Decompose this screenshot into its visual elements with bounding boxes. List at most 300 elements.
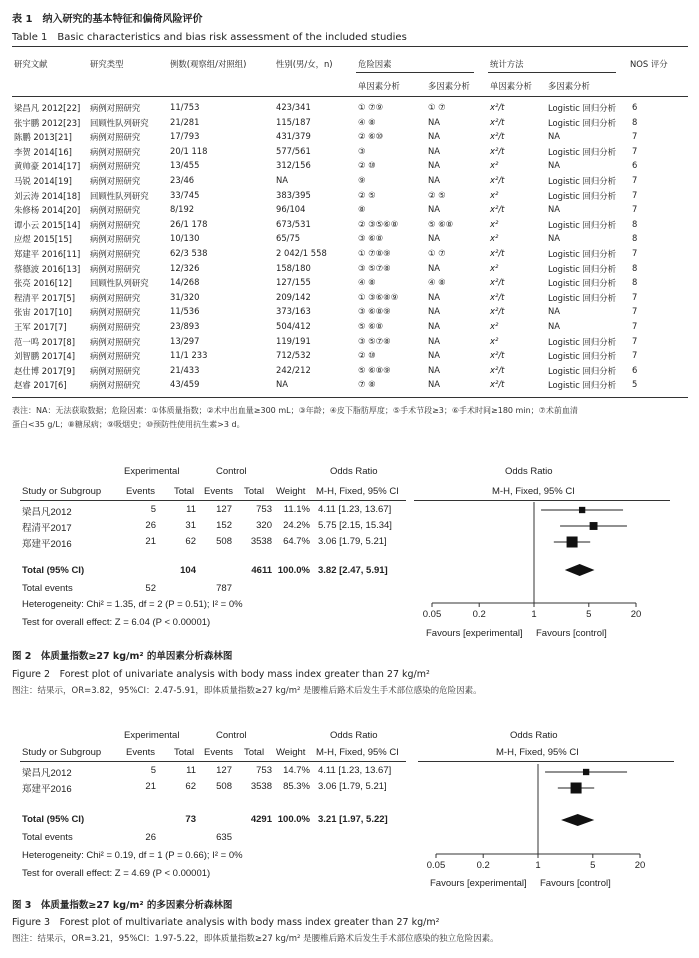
th-risk-multi: 多因素分析 (428, 81, 470, 91)
table-cell-su: x²/t (490, 291, 505, 302)
forest2-row-w: 85.3% (283, 781, 310, 792)
table-cell-rm: NA (428, 306, 440, 317)
table-cell-sex: 119/191 (276, 335, 311, 346)
x-tick-label: 20 (630, 609, 642, 620)
table-cell-ru: ⑦ ⑧ (358, 379, 376, 390)
table-cell-rm: NA (428, 321, 440, 331)
fp2-events-e1: 26 (145, 832, 156, 843)
table-cell-ru: ③ (358, 145, 366, 156)
forest1-row-e2: 127 (216, 504, 232, 515)
table-cell-study: 应煜 2015[15] (14, 234, 72, 245)
table-cell-ru: ② ⑥⑩ (358, 131, 384, 142)
table-cell-su: x² (490, 189, 499, 200)
table-cell-ru: ④ ⑧ (358, 116, 376, 127)
forest1-row-w: 11.1% (283, 504, 310, 515)
study-square (590, 522, 598, 530)
table-cell-rm: ④ ⑧ (428, 277, 446, 288)
table-cell-nos: 8 (632, 116, 638, 127)
table-cell-su: x²/t (490, 350, 505, 361)
table-cell-su: x² (490, 335, 499, 346)
table-cell-nos: 8 (632, 262, 638, 273)
table-cell-nos: 5 (632, 379, 638, 390)
table-cell-sm: Logistic 回归分析 (548, 278, 617, 289)
table-cell-nos: 7 (632, 175, 638, 185)
fp1-hdr-or: Odds Ratio (330, 466, 378, 477)
study-square (583, 769, 589, 775)
fp2-favours-left: Favours [experimental] (430, 878, 527, 889)
table-cell-nos: 7 (632, 248, 638, 258)
fp2-total-weight: 100.0% (277, 814, 310, 825)
table-cell-su: x² (490, 233, 499, 244)
table-cell-sm: NA (548, 204, 560, 215)
fig2-caption-cn: 图 2 体质量指数≥27 kg/m² 的单因素分析森林图 (12, 651, 233, 662)
table-header-rule (12, 96, 688, 97)
forest1-row-t1: 62 (185, 536, 196, 547)
table-cell-sm: Logistic 回归分析 (548, 176, 617, 186)
table-caption-en: Table 1 Basic characteristics and bias risk assessment of the included studies (12, 32, 407, 43)
fp2-col-events2: Events (204, 747, 234, 758)
table-cell-nos: 7 (632, 335, 638, 346)
table-cell-su: x² (490, 160, 499, 171)
table-cell-study: 张宇鹏 2012[23] (14, 117, 81, 128)
study-square (579, 507, 585, 513)
table-cell-study: 陈鹏 2013[21] (14, 132, 72, 143)
table-cell-study: 赵睿 2017[6] (14, 380, 67, 391)
x-tick-label: 1 (535, 860, 541, 871)
table-cell-su: x² (490, 262, 499, 273)
table-cell-rm: NA (428, 262, 440, 273)
table-cell-su: x²/t (490, 306, 505, 317)
table-cell-ru: ③ ⑤⑦⑧ (358, 335, 391, 346)
table-cell-cases: 23/46 (170, 175, 195, 185)
fp2-hdr-or-right: Odds Ratio (510, 730, 558, 741)
table-cell-type: 病例对照研究 (90, 219, 141, 230)
table-cell-nos: 7 (632, 321, 638, 331)
table-cell-study: 张亮 2016[12] (14, 278, 72, 289)
table-cell-sex: 127/155 (276, 277, 311, 288)
table-cell-ru: ⑨ (358, 175, 366, 185)
fp1-col-events2: Events (204, 486, 234, 497)
table-cell-rm: NA (428, 335, 440, 346)
table-cell-study: 朱修杨 2014[20] (14, 205, 81, 216)
table-cell-sm: Logistic 回归分析 (548, 365, 617, 376)
fp2-col-total: Total (174, 747, 195, 758)
fp1-hdr-control: Control (216, 466, 247, 477)
forest2-row-t1: 62 (185, 781, 196, 792)
table-cell-sex: 209/142 (276, 291, 311, 302)
table-cell-nos: 8 (632, 233, 638, 244)
table-cell-cases: 17/793 (170, 131, 200, 142)
forest2-row-study: 郑建平2016 (22, 784, 72, 795)
table-cell-type: 病例对照研究 (90, 132, 141, 143)
forest2-row-study: 梁昌凡2012 (22, 768, 72, 779)
table-cell-study: 蔡德波 2016[13] (14, 263, 81, 274)
table-cell-cases: 33/745 (170, 189, 200, 200)
forest1-row-w: 24.2% (283, 520, 310, 531)
table-cell-ru: ③ ⑤⑦⑧ (358, 262, 391, 273)
table-cell-sex: 712/532 (276, 350, 311, 361)
table-cell-sm: NA (548, 160, 560, 171)
table-cell-cases: 13/297 (170, 335, 200, 346)
table-cell-sex: 373/163 (276, 306, 311, 317)
fp2-total-t1: 73 (185, 814, 196, 825)
x-tick-label: 5 (590, 860, 596, 871)
table-cell-sm: Logistic 回归分析 (548, 219, 617, 230)
table-cell-sm: Logistic 回归分析 (548, 103, 617, 113)
forest2-row-e1: 5 (150, 765, 156, 776)
table-cell-cases: 8/192 (170, 204, 195, 215)
table-cell-ru: ① ③⑥⑧⑨ (358, 291, 399, 302)
th-risk: 危险因素 (358, 59, 392, 69)
table-cell-type: 病例对照研究 (90, 263, 141, 274)
forest2-row-e2: 508 (216, 781, 232, 792)
table-cell-type: 病例对照研究 (90, 336, 141, 347)
table-cell-nos: 8 (632, 277, 638, 288)
forest1-row-or: 3.06 [1.79, 5.21] (318, 536, 387, 547)
fp1-heterogeneity: Heterogeneity: Chi² = 1.35, df = 2 (P = 0.51); I² = 0% (22, 599, 243, 610)
fp1-total-or: 3.82 [2.47, 5.91] (318, 565, 388, 576)
table-cell-type: 病例对照研究 (90, 307, 141, 318)
table-cell-nos: 7 (632, 306, 638, 317)
fp1-col-events: Events (126, 486, 156, 497)
table-cell-ru: ③ ⑥⑧ (358, 233, 384, 244)
fp1-overall-effect: Test for overall effect: Z = 6.04 (P < 0.00001) (22, 617, 211, 628)
fp1-favours-left: Favours [experimental] (426, 628, 523, 639)
x-tick-label: 1 (531, 609, 537, 620)
forest1-row-e1: 5 (150, 504, 156, 515)
table-cell-nos: 6 (632, 160, 638, 171)
table-cell-cases: 11/536 (170, 306, 200, 317)
fp2-col-method: M-H, Fixed, 95% CI (316, 747, 399, 758)
table-cell-sex: 65/75 (276, 233, 301, 244)
table-cell-nos: 7 (632, 145, 638, 156)
forest2-row-t2: 753 (256, 765, 272, 776)
th-nos: NOS 评分 (630, 59, 668, 69)
table-cell-cases: 21/281 (170, 116, 200, 127)
table-sub-rule-risk (356, 72, 474, 73)
table-cell-nos: 7 (632, 204, 638, 215)
table-cell-cases: 62/3 538 (170, 248, 208, 258)
th-study: 研究文献 (14, 59, 48, 69)
table-cell-type: 病例对照研究 (90, 103, 141, 113)
table-cell-ru: ⑤ ⑥⑧ (358, 321, 384, 331)
x-tick-label: 0.2 (476, 860, 490, 871)
fp1-events-e1: 52 (145, 583, 156, 594)
table-cell-type: 病例对照研究 (90, 205, 141, 216)
table-caption-cn: 表 1 纳入研究的基本特征和偏倚风险评价 (12, 14, 203, 25)
table-cell-nos: 7 (632, 350, 638, 361)
table-cell-study: 马锐 2014[19] (14, 176, 72, 186)
table-cell-rm: NA (428, 204, 440, 215)
th-stat: 统计方法 (490, 59, 524, 69)
table-cell-rm: NA (428, 116, 440, 127)
table-cell-ru: ⑧ (358, 204, 366, 215)
table-cell-cases: 43/459 (170, 379, 200, 390)
study-square (567, 537, 578, 548)
table-cell-sm: Logistic 回归分析 (548, 292, 617, 303)
forest1-row-t2: 320 (256, 520, 272, 531)
table-cell-type: 回顾性队列研究 (90, 117, 149, 128)
table-cell-cases: 11/753 (170, 102, 200, 112)
forest1-row-or: 5.75 [2.15, 15.34] (318, 520, 392, 531)
table-cell-type: 病例对照研究 (90, 161, 141, 172)
table-cell-sm: Logistic 回归分析 (548, 380, 617, 391)
table-cell-study: 赵仕博 2017[9] (14, 365, 75, 376)
table-cell-rm: NA (428, 379, 440, 390)
table-cell-su: x²/t (490, 248, 505, 258)
fp1-total-weight: 100.0% (277, 565, 310, 576)
table-cell-cases: 14/268 (170, 277, 200, 288)
table-cell-rm: NA (428, 364, 440, 375)
table-cell-study: 黄帅豪 2014[17] (14, 161, 81, 172)
table-cell-sex: 423/341 (276, 102, 311, 112)
th-sex: 性别(男/女，n) (276, 59, 333, 69)
fp2-hdr-experimental: Experimental (124, 730, 180, 741)
table-cell-sex: 577/561 (276, 145, 311, 156)
table-cell-ru: ② ⑩ (358, 160, 376, 171)
table-cell-sm: Logistic 回归分析 (548, 336, 617, 347)
table-cell-type: 回顾性队列研究 (90, 190, 149, 201)
fp1-total-t1: 104 (180, 565, 196, 576)
table-cell-sm: NA (548, 306, 560, 317)
table-cell-sex: 673/531 (276, 218, 311, 229)
table-cell-study: 梁昌凡 2012[22] (14, 103, 81, 113)
forest2-row-e2: 127 (216, 765, 232, 776)
forest2-row-or: 3.06 [1.79, 5.21] (318, 781, 387, 792)
forest2-row-or: 4.11 [1.23, 13.67] (318, 765, 392, 776)
table-cell-type: 病例对照研究 (90, 176, 141, 186)
table-cell-rm: NA (428, 145, 440, 156)
fp2-heterogeneity: Heterogeneity: Chi² = 0.19, df = 1 (P = 0.66); I² = 0% (22, 850, 243, 861)
table-cell-rm: NA (428, 350, 440, 361)
table-cell-sm: NA (548, 321, 560, 331)
forest1-row-study: 郑建平2016 (22, 539, 72, 550)
table-cell-sex: 96/104 (276, 204, 306, 215)
table-cell-sex: 242/212 (276, 364, 311, 375)
forest2-row-w: 14.7% (283, 765, 310, 776)
fp1-col-method-right: M-H, Fixed, 95% CI (492, 486, 575, 497)
table-cell-rm: NA (428, 291, 440, 302)
table-bottom-rule (12, 397, 688, 398)
table-cell-rm: ⑤ ⑥⑧ (428, 218, 454, 229)
fp1-col-study: Study or Subgroup (22, 486, 102, 497)
table-cell-ru: ① ⑦⑧⑨ (358, 248, 391, 258)
fp1-total-t2: 4611 (251, 565, 272, 576)
x-tick-label: 0.2 (472, 609, 486, 620)
table-cell-sm: Logistic 回归分析 (548, 117, 617, 128)
table-cell-cases: 10/130 (170, 233, 200, 244)
table-cell-su: x² (490, 218, 499, 229)
fp2-total-label: Total (95% CI) (22, 814, 85, 825)
forest1-row-e1: 21 (145, 536, 156, 547)
table-cell-su: x² (490, 321, 499, 331)
table-cell-study: 范一鸣 2017[8] (14, 336, 75, 347)
table-cell-ru: ⑤ ⑥⑧⑨ (358, 364, 391, 375)
fp2-events-e2: 635 (216, 832, 232, 843)
fp2-col-study: Study or Subgroup (22, 747, 102, 758)
table-cell-nos: 7 (632, 189, 638, 200)
table-cell-ru: ① ⑦⑨ (358, 102, 384, 112)
forest2-row-t1: 11 (186, 765, 196, 776)
table-cell-su: x²/t (490, 175, 505, 185)
table-cell-sex: 312/156 (276, 160, 311, 171)
fp1-hdr-experimental: Experimental (124, 466, 180, 477)
fig2-caption-en: Figure 2 Forest plot of univariate analysis with body mass index greater than 27 kg/m² (12, 669, 430, 680)
table-cell-ru: ④ ⑧ (358, 277, 376, 288)
fp1-events-e2: 787 (216, 583, 232, 594)
table-cell-sm: NA (548, 131, 560, 142)
forest1-row-t1: 31 (185, 520, 196, 531)
forest1-row-t2: 3538 (250, 536, 272, 547)
table-cell-type: 病例对照研究 (90, 249, 141, 259)
fp2-hdr-or: Odds Ratio (330, 730, 378, 741)
table-cell-study: 刘智鹏 2017[4] (14, 351, 75, 362)
table-cell-sex: 2 042/1 558 (276, 248, 327, 258)
table-cell-study: 郑建平 2016[11] (14, 249, 81, 259)
table-cell-su: x²/t (490, 116, 505, 127)
fp2-hdr-control: Control (216, 730, 247, 741)
table-cell-cases: 21/433 (170, 364, 200, 375)
fp1-col-total: Total (174, 486, 195, 497)
fp2-col-method-right: M-H, Fixed, 95% CI (496, 747, 579, 758)
table-cell-su: x²/t (490, 364, 505, 375)
table-note-line1: 表注：NA：无法获取数据；危险因素：①体质量指数；②术中出血量≥300 mL；③年龄；④皮下脂肪厚度；⑤手术节段≥3；⑥手术时间≥180 min；⑦术前血清 (12, 406, 578, 415)
table-cell-sex: 115/187 (276, 116, 311, 127)
forest1-row-e1: 26 (145, 520, 156, 531)
table-cell-sm: Logistic 回归分析 (548, 190, 617, 201)
table-cell-ru: ② ⑩ (358, 350, 376, 361)
table-cell-sm: Logistic 回归分析 (548, 351, 617, 362)
table-note-line2: 蛋白<35 g/L；⑧糖尿病；⑨吸烟史；⑩预防性使用抗生素>3 d。 (12, 420, 245, 429)
table-cell-sm: NA (548, 233, 560, 244)
table-cell-sm: Logistic 回归分析 (548, 263, 617, 274)
fp2-total-t2: 4291 (250, 814, 272, 825)
fp2-events-label: Total events (22, 832, 73, 843)
th-stat-multi: 多因素分析 (548, 81, 590, 91)
table-cell-sm: Logistic 回归分析 (548, 146, 617, 157)
fp1-total-label: Total (95% CI) (22, 565, 85, 576)
fp2-total-or: 3.21 [1.97, 5.22] (318, 814, 388, 825)
fp1-col-weight: Weight (276, 486, 306, 497)
table-cell-sex: 504/412 (276, 321, 311, 331)
table-cell-su: x²/t (490, 379, 505, 390)
forest1-row-e2: 152 (216, 520, 232, 531)
table-cell-sm: Logistic 回归分析 (548, 249, 617, 259)
fp2-col-events: Events (126, 747, 156, 758)
x-tick-label: 5 (586, 609, 592, 620)
table-cell-rm: NA (428, 233, 440, 244)
fp1-favours-right: Favours [control] (536, 628, 607, 639)
table-cell-su: x²/t (490, 131, 505, 142)
fp1-col-total2: Total (244, 486, 265, 497)
table-cell-study: 刘云涛 2014[18] (14, 190, 81, 201)
table-cell-study: 李贺 2014[16] (14, 146, 72, 157)
table-cell-su: x²/t (490, 145, 505, 156)
pooled-diamond (561, 814, 594, 826)
fig3-caption-en: Figure 3 Forest plot of multivariate analysis with body mass index greater than 27 kg/m² (12, 917, 440, 928)
table-cell-type: 病例对照研究 (90, 292, 141, 303)
table-cell-study: 程清平 2017[5] (14, 292, 75, 303)
table-cell-cases: 26/1 178 (170, 218, 208, 229)
x-tick-label: 20 (634, 860, 646, 871)
table-cell-sex: 383/395 (276, 189, 311, 200)
table-cell-rm: ② ⑤ (428, 189, 446, 200)
fig3-caption-cn: 图 3 体质量指数≥27 kg/m² 的多因素分析森林图 (12, 900, 233, 911)
table-cell-cases: 11/1 233 (170, 350, 208, 361)
fig2-note: 图注：结果示，OR=3.82，95%CI：2.47-5.91，即体质量指数≥27 kg/m² 是腰椎后路术后发生手术部位感染的危险因素。 (12, 686, 482, 696)
fp1-events-label: Total events (22, 583, 73, 594)
table-cell-type: 病例对照研究 (90, 351, 141, 362)
table-cell-study: 张宙 2017[10] (14, 307, 72, 318)
study-square (571, 783, 582, 794)
table-cell-rm: ① ⑦ (428, 102, 446, 112)
forest1-row-or: 4.11 [1.23, 13.67] (318, 504, 392, 515)
fp1-col-method: M-H, Fixed, 95% CI (316, 486, 399, 497)
table-cell-nos: 7 (632, 291, 638, 302)
table-cell-rm: NA (428, 131, 440, 142)
pooled-diamond (565, 564, 595, 576)
table-cell-study: 王军 2017[7] (14, 322, 67, 332)
table-cell-study: 谭小云 2015[14] (14, 219, 81, 230)
x-tick-label: 0.05 (422, 609, 442, 620)
fig3-note: 图注：结果示，OR=3.21，95%CI：1.97-5.22，即体质量指数≥27 kg/m² 是腰椎后路术后发生手术部位感染的独立危险因素。 (12, 934, 499, 944)
fp2-favours-right: Favours [control] (540, 878, 611, 889)
fp1-plot (0, 490, 699, 670)
forest2-row-e1: 21 (145, 781, 156, 792)
th-type: 研究类型 (90, 59, 124, 69)
table-cell-sex: 431/379 (276, 131, 311, 142)
forest1-row-t2: 753 (256, 504, 272, 515)
table-cell-type: 病例对照研究 (90, 234, 141, 245)
table-cell-cases: 31/320 (170, 291, 200, 302)
forest2-row-t2: 3538 (250, 781, 272, 792)
forest1-row-e2: 508 (216, 536, 232, 547)
table-cell-ru: ② ⑤ (358, 189, 376, 200)
table-cell-type: 病例对照研究 (90, 380, 141, 391)
table-cell-sex: 158/180 (276, 262, 311, 273)
table-cell-type: 病例对照研究 (90, 146, 141, 157)
forest1-row-study: 梁昌凡2012 (22, 507, 72, 518)
table-cell-nos: 8 (632, 218, 638, 229)
fp2-col-total2: Total (244, 747, 265, 758)
table-cell-cases: 23/893 (170, 321, 200, 331)
fp2-col-weight: Weight (276, 747, 306, 758)
fp1-hdr-or-right: Odds Ratio (505, 466, 553, 477)
th-stat-uni: 单因素分析 (490, 81, 532, 91)
th-cases: 例数(观察组/对照组) (170, 59, 247, 69)
table-cell-su: x²/t (490, 277, 505, 288)
table-cell-rm: NA (428, 160, 440, 171)
table-cell-cases: 20/1 118 (170, 145, 208, 156)
forest1-row-w: 64.7% (283, 536, 310, 547)
table-cell-sex: NA (276, 379, 288, 390)
table-cell-cases: 12/326 (170, 262, 200, 273)
table-cell-type: 回顾性队列研究 (90, 278, 149, 289)
table-sub-rule-stat (488, 72, 616, 73)
fp2-overall-effect: Test for overall effect: Z = 4.69 (P < 0.00001) (22, 868, 211, 879)
forest1-row-t1: 11 (186, 504, 196, 515)
table-cell-nos: 7 (632, 131, 638, 142)
table-cell-cases: 13/455 (170, 160, 200, 171)
table-cell-rm: ① ⑦ (428, 248, 446, 258)
table-cell-ru: ② ③⑤⑥⑧ (358, 218, 399, 229)
table-cell-su: x²/t (490, 102, 505, 112)
table-cell-rm: NA (428, 175, 440, 185)
forest1-row-study: 程清平2017 (22, 523, 72, 534)
table-cell-sex: NA (276, 175, 288, 185)
table-cell-type: 病例对照研究 (90, 365, 141, 376)
x-tick-label: 0.05 (426, 860, 446, 871)
